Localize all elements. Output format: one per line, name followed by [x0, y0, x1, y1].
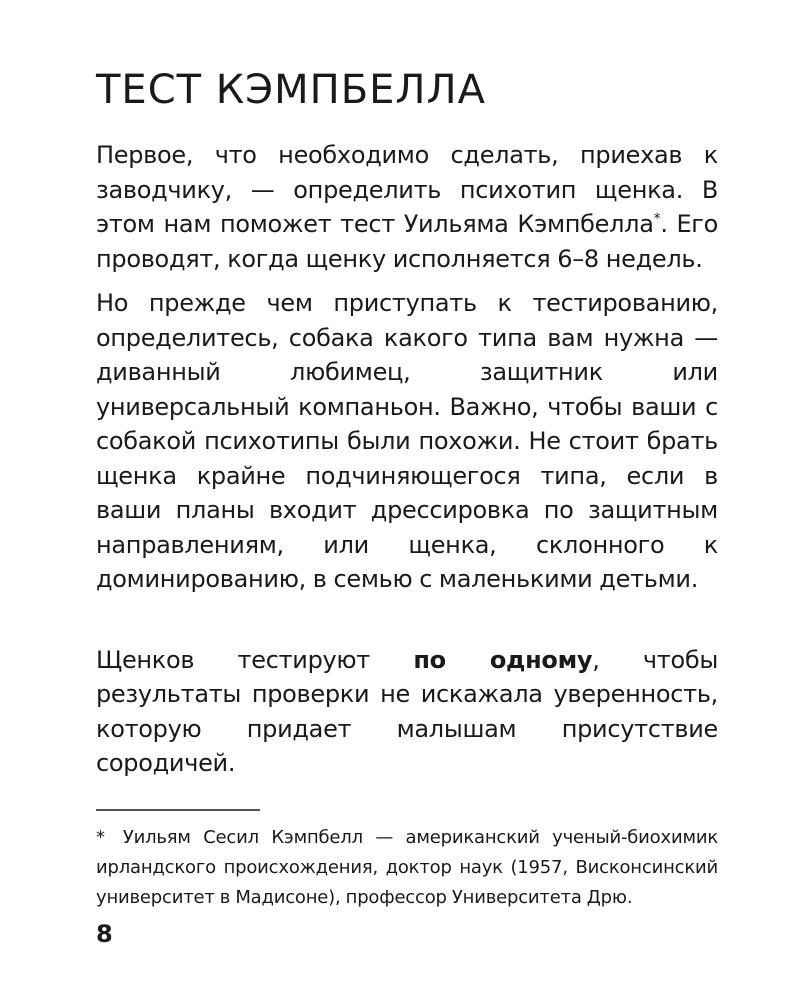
footnote-mark: *	[96, 826, 105, 848]
paragraph-intro-text-1: Первое, что необходимо сделать, приехав к заводчику, — определить психотип щенка. В этом нам поможет тест Уильяма Кэмпбелла	[96, 141, 718, 238]
paragraph-intro-text-2: . Его проводят, когда щенку исполняется 6–8 недель.	[96, 210, 718, 273]
footnote-reference: *	[653, 211, 661, 227]
footnote-divider	[96, 809, 260, 811]
paragraph-testing-text-1: Щенков тестируют	[96, 645, 414, 674]
paragraph-choice: Но прежде чем приступать к тестированию, определитесь, собака какого типа вам нужна — диванный любимец, защитник или универсальный компаньон. Важно, чтобы ваши с собакой психотипы были похожи. Не стоит брать щенка крайне подчиняющегося типа, если в ваши планы входит дрессировка по защитным направлениям, или щенка, склонного к доминированию, в семью с маленькими детьми.	[96, 289, 718, 593]
paragraph-intro	[96, 138, 718, 276]
paragraph-testing	[96, 643, 718, 781]
footnote-text: Уильям Сесил Кэмпбелл — американский ученый-биохимик ирландского происхождения, доктор наук (1957, Висконсинский университет в Мадисоне), профессор Университета Дрю.	[96, 826, 718, 908]
emphasis-one-by-one: по одному	[413, 645, 593, 674]
footnote	[96, 823, 718, 913]
page-number: 8	[96, 920, 113, 948]
paragraph-testing-text-2: , чтобы результаты проверки не искажала уверенность, которую придает малышам присутствие сородичей.	[96, 645, 718, 777]
page-title: ТЕСТ КЭМПБЕЛЛА	[96, 67, 486, 113]
